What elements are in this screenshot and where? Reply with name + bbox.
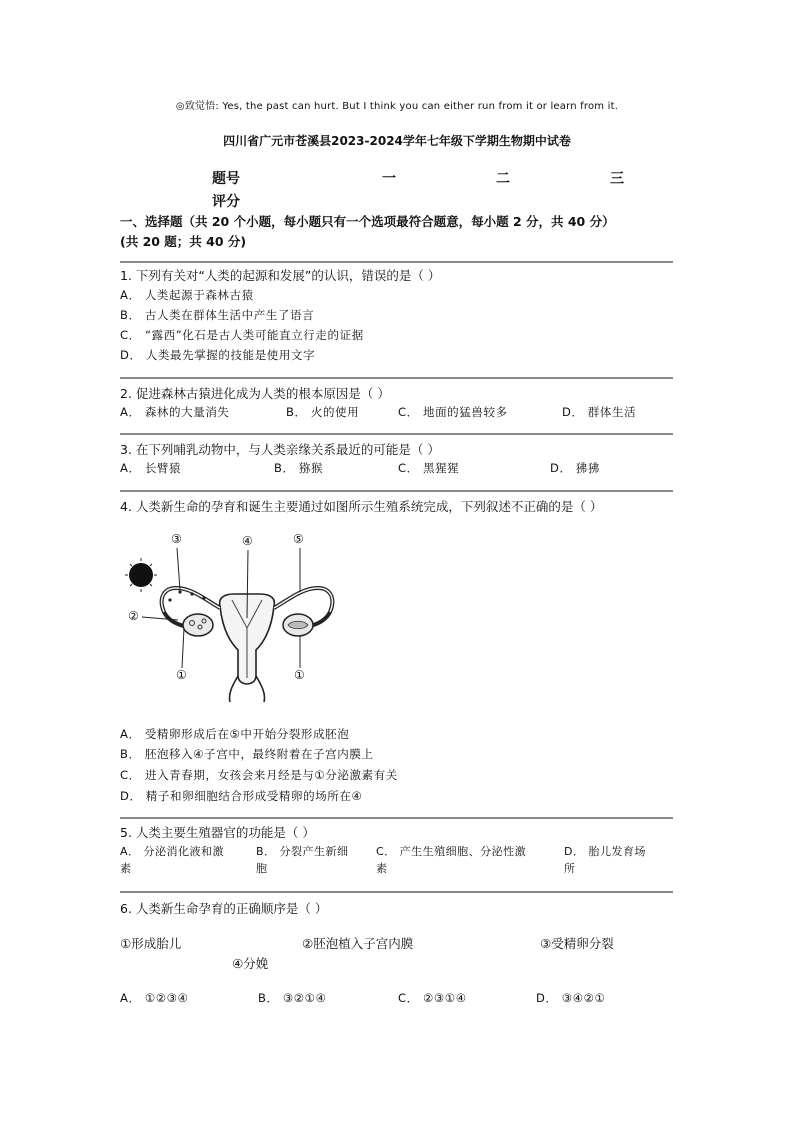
divider xyxy=(120,817,673,819)
uterus-diagram-icon xyxy=(120,528,350,708)
score-row-label: 题号 xyxy=(212,171,240,187)
question-2-stem: 2. 促进森林古猿进化成为人类的根本原因是（ ） xyxy=(120,386,390,401)
section-heading: 一、选择题（共 20 个小题，每小题只有一个选项最符合题意，每小题 2 分，共 40 分） xyxy=(120,214,615,229)
divider xyxy=(120,891,673,893)
figure-label-4: ④ xyxy=(242,534,253,548)
question-2-option-d: D． 群体生活 xyxy=(562,405,637,419)
score-column-2: 二 xyxy=(496,171,510,187)
question-6-item-3: ③受精卵分裂 xyxy=(540,936,614,951)
score-column-1: 一 xyxy=(382,171,396,187)
figure-label-3: ③ xyxy=(171,532,182,546)
question-3-option-a: A． 长臂猿 xyxy=(120,461,182,475)
question-4-option-d: D． 精子和卵细胞结合形成受精卵的场所在④ xyxy=(120,789,363,803)
question-1-stem: 1. 下列有关对“人类的起源和发展”的认识，错误的是（ ） xyxy=(120,268,441,283)
grade-row-label: 评分 xyxy=(212,194,240,210)
question-6-option-c: C． ②③①④ xyxy=(398,991,467,1005)
divider xyxy=(120,377,673,379)
question-6-option-a: A． ①②③④ xyxy=(120,991,189,1005)
question-6-item-1: ①形成胎儿 xyxy=(120,936,182,951)
motto-quote: ◎致觉悟: Yes, the past can hurt. But I think you can either run from it or learn from it. xyxy=(175,101,619,112)
question-5-option-c: C． 产生生殖细胞、分泌性激 素 xyxy=(376,845,527,875)
question-1-option-a: A． 人类起源于森林古猿 xyxy=(120,288,254,302)
question-4-option-b: B． 胚泡移入④子宫中，最终附着在子宫内膜上 xyxy=(120,747,374,761)
question-1-option-b: B． 古人类在群体生活中产生了语言 xyxy=(120,308,315,322)
question-6-option-b: B． ③②①④ xyxy=(258,991,327,1005)
page-title: 四川省广元市苍溪县2023-2024学年七年级下学期生物期中试卷 xyxy=(223,134,571,148)
divider xyxy=(120,433,673,435)
question-2-option-a: A． 森林的大量消失 xyxy=(120,405,230,419)
question-4-option-c: C． 进入青春期，女孩会来月经是与①分泌激素有关 xyxy=(120,768,398,782)
divider xyxy=(120,490,673,492)
question-4-stem: 4. 人类新生命的孕育和诞生主要通过如图所示生殖系统完成，下列叙述不正确的是（ ） xyxy=(120,499,603,514)
figure-label-1-right: ① xyxy=(294,668,305,682)
question-6-stem: 6. 人类新生命孕育的正确顺序是（ ） xyxy=(120,901,328,916)
figure-label-1-left: ① xyxy=(176,668,187,682)
question-5-stem: 5. 人类主要生殖器官的功能是（ ） xyxy=(120,825,315,840)
figure-label-2: ② xyxy=(128,609,139,623)
question-1-option-c: C． “露西”化石是古人类可能直立行走的证据 xyxy=(120,328,364,342)
question-2-option-c: C． 地面的猛兽较多 xyxy=(398,405,508,419)
section-subheading: (共 20 题；共 40 分) xyxy=(120,234,247,249)
question-6-item-4: ④分娩 xyxy=(232,956,269,971)
question-5-option-a: A． 分泌消化液和激 素 xyxy=(120,845,225,875)
question-5-option-b: B． 分裂产生新细 胞 xyxy=(256,845,349,875)
question-2-option-b: B． 火的使用 xyxy=(286,405,360,419)
figure-label-5: ⑤ xyxy=(293,532,304,546)
question-4-option-a: A． 受精卵形成后在⑤中开始分裂形成胚泡 xyxy=(120,727,350,741)
question-5-option-d: D． 胎儿发育场 所 xyxy=(564,845,646,875)
reproductive-system-figure xyxy=(120,528,350,708)
question-3-option-b: B． 猕猴 xyxy=(274,461,324,475)
ovum-dot xyxy=(129,563,153,587)
question-6-option-d: D． ③④②① xyxy=(536,991,606,1005)
question-6-item-2: ②胚泡植入子宫内膜 xyxy=(302,936,414,951)
question-3-option-d: D． 狒狒 xyxy=(550,461,601,475)
question-1-option-d: D． 人类最先掌握的技能是使用文字 xyxy=(120,348,316,362)
question-3-option-c: C． 黑猩猩 xyxy=(398,461,460,475)
question-3-stem: 3. 在下列哺乳动物中，与人类亲缘关系最近的可能是（ ） xyxy=(120,442,440,457)
score-column-3: 三 xyxy=(610,171,624,187)
divider xyxy=(120,261,673,263)
